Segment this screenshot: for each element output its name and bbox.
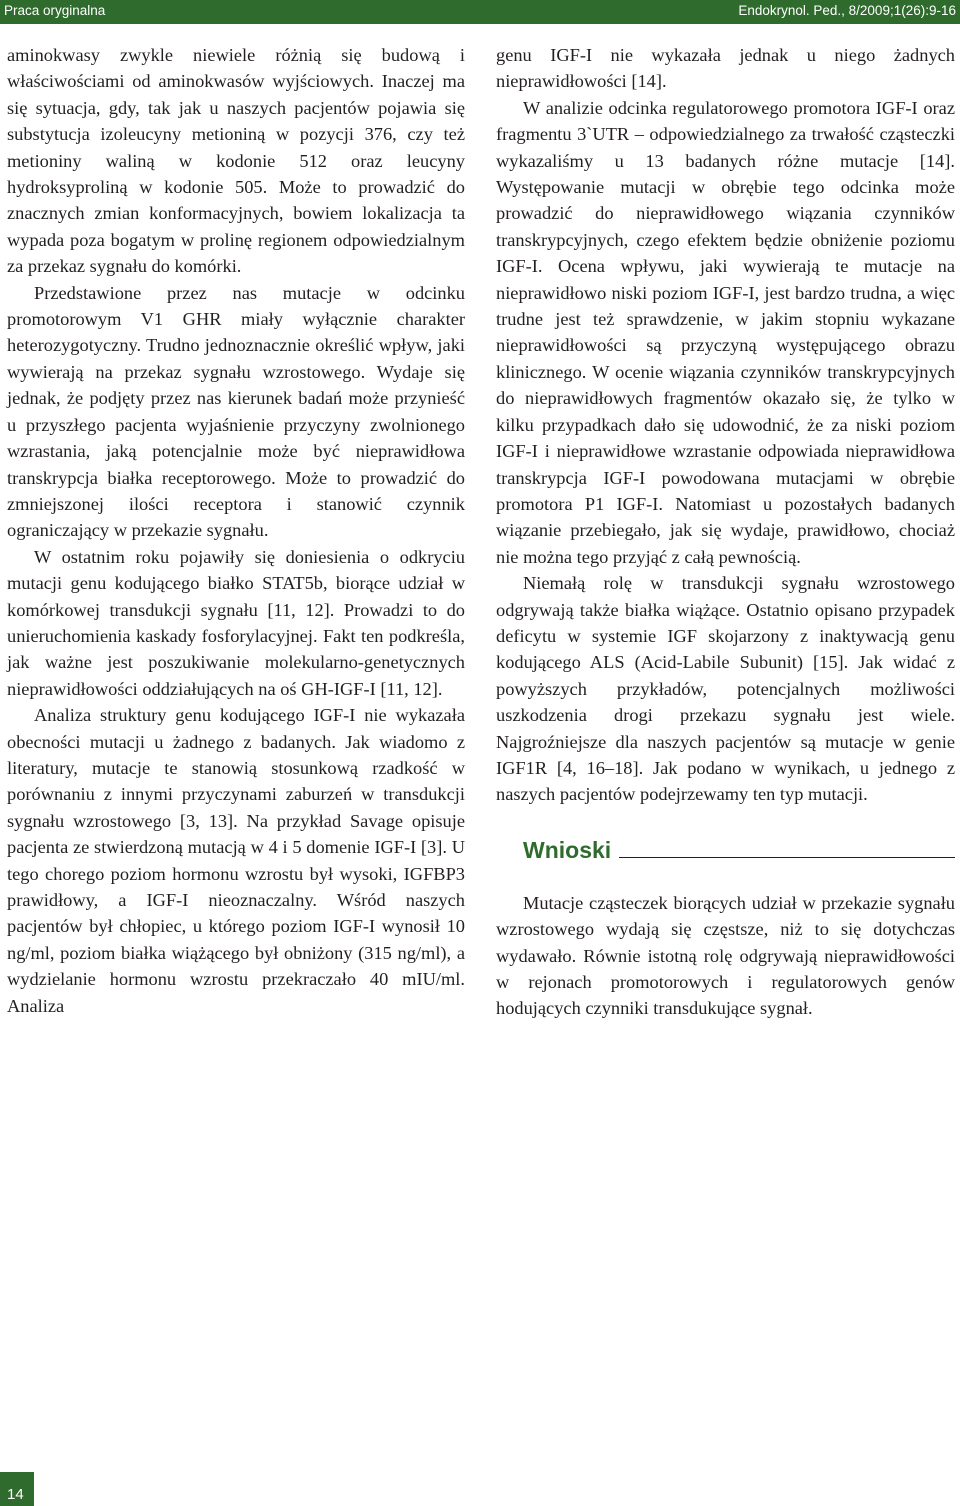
journal-citation: Endokrynol. Ped., 8/2009;1(26):9-16 [738, 3, 956, 18]
right-column [496, 42, 955, 1022]
page-number: 14 [7, 1486, 24, 1503]
paragraph: W analizie odcinka regulatorowego promotora IGF-I oraz fragmentu 3`UTR – odpowiedzialnego za trwałość cząsteczki wykazaliśmy u 13 badanych różne mutacje [14]. Występowanie mutacji w obrębie tego odcinka może prowadzić do nieprawidłowego wiązania czynników transkrypcyjnych, czego efektem będzie obniżenie poziomu IGF-I. Ocena wpływu, jaki wywierają te mutacje na nieprawidłowo niski poziom IGF-I, jest bardzo trudna, a więc trudne jest też sprawdzenie, w jakim stopniu wykazane nieprawidłowości są przyczyną występującego obrazu klinicznego. W ocenie wiązania czynników transkrypcyjnych do nieprawidłowych fragmentów okazało się, że tylko w kilku przypadkach dało się udowodnić, że za niski poziom IGF-I i nieprawidłowe wzrastanie odpowiada nieprawidłowa transkrypcja IGF-I powodowana mutacjami w obrębie promotora P1 IGF-I. Natomiast u pozostałych badanych wiązanie przebiegało, jak się wydaje, prawidłowo, chociaż nie można tego przyjąć z całą pewnością. [496, 97, 955, 567]
left-column [7, 42, 465, 1019]
paragraph: Przedstawione przez nas mutacje w odcinku promotorowym V1 GHR miały wyłącznie charakter heterozygotyczny. Trudno jednoznacznie określić wpływ, jaki wywierają na przekaz sygnału wzrostowego. Wydaje się jednak, że podjęty przez nas kierunek badań może przynieść u przyszłego pacjenta wyjaśnienie przyczyny zwolnionego wzrastania, jaką potencjalnie może być nieprawidłowa transkrypcja białka receptorowego. Może to prowadzić do zmniejszonej ilości receptora i stanowić czynnik ograniczający w przekazie sygnału. [7, 282, 465, 541]
paragraph: Analiza struktury genu kodującego IGF-I nie wykazała obecności mutacji u żadnego z badanych. Jak wiadomo z literatury, mutacje te stanowią stosunkową rzadkość w porównaniu z innymi przyczynami zaburzeń w transdukcji sygnału wzrostowego [3, 13]. Na przykład Savage opisuje pacjenta ze stwierdzoną mutacją w 4 i 5 domenie IGF-I [3]. U tego chorego poziom hormonu wzrostu był wysoki, IGFBP3 prawidłowy, a IGF-I nieoznaczalny. Wśród naszych pacjentów był chłopiec, u którego poziom IGF-I wynosił 10 ng/ml, poziom białka wiążącego był obniżony (315 ng/ml), a wydzielanie hormonu wzrostu przekraczało 40 mIU/ml. Analiza [7, 705, 465, 1016]
paragraph: aminokwasy zwykle niewiele różnią się budową i właściwościami od aminokwasów wyjściowych. Inaczej ma się sytuacja, gdy, tak jak u naszych pacjentów pojawia się substytucja izoleucyny metioniną w pozycji 376, czy też metioniny waliną w kodonie 512 oraz leucyny hydroksyproliną w kodonie 505. Może to prowadzić do znacznych zmian konformacyjnych, bowiem lokalizacja ta wypada poza bogatym w prolinę regionem odpowiedzialnym za przekaz sygnału do komórki. [7, 45, 465, 277]
header-bar [0, 0, 960, 24]
heading-rule [619, 857, 955, 858]
section-heading-title: Wnioski [523, 836, 612, 863]
section-heading [523, 830, 955, 864]
paragraph: Niemałą rolę w transdukcji sygnału wzrostowego odgrywają także białka wiążące. Ostatnio opisano przypadek deficytu w systemie IGF skojarzony z inaktywacją genu kodującego ALS (Acid-Labile Subunit) [15]. Jak widać z powyższych przykładów, potencjalnych możliwości uszkodzenia drogi przekazu sygnału jest wiele. Najgroźniejsze dla naszych pacjentów są mutacje w genie IGF1R [4, 16–18]. Jak podano w wynikach, u jednego z naszych pacjentów podejrzewamy ten typ mutacji. [496, 573, 955, 805]
paragraph: W ostatnim roku pojawiły się doniesienia o odkryciu mutacji genu kodującego białko STAT5b, biorące udział w komórkowej transdukcji sygnału [11, 12]. Prowadzi to do unieruchomienia kaskady fosforylacyjnej. Fakt ten podkreśla, jak ważne jest poszukiwanie molekularno-genetycznych nieprawidłowości oddziałujących na oś GH-IGF-I [11, 12]. [7, 546, 465, 699]
section-label: Praca oryginalna [4, 3, 106, 18]
paragraph: Mutacje cząsteczek biorących udział w przekazie sygnału wzrostowego wydają się częstsze, niż to się dotychczas wydawało. Równie istotną rolę odgrywają nieprawidłowości w rejonach promotorowych i regulatorowych genów hodujących czynniki transdukujące sygnał. [496, 892, 955, 1019]
paragraph: genu IGF-I nie wykazała jednak u niego żadnych nieprawidłowości [14]. [496, 45, 955, 92]
